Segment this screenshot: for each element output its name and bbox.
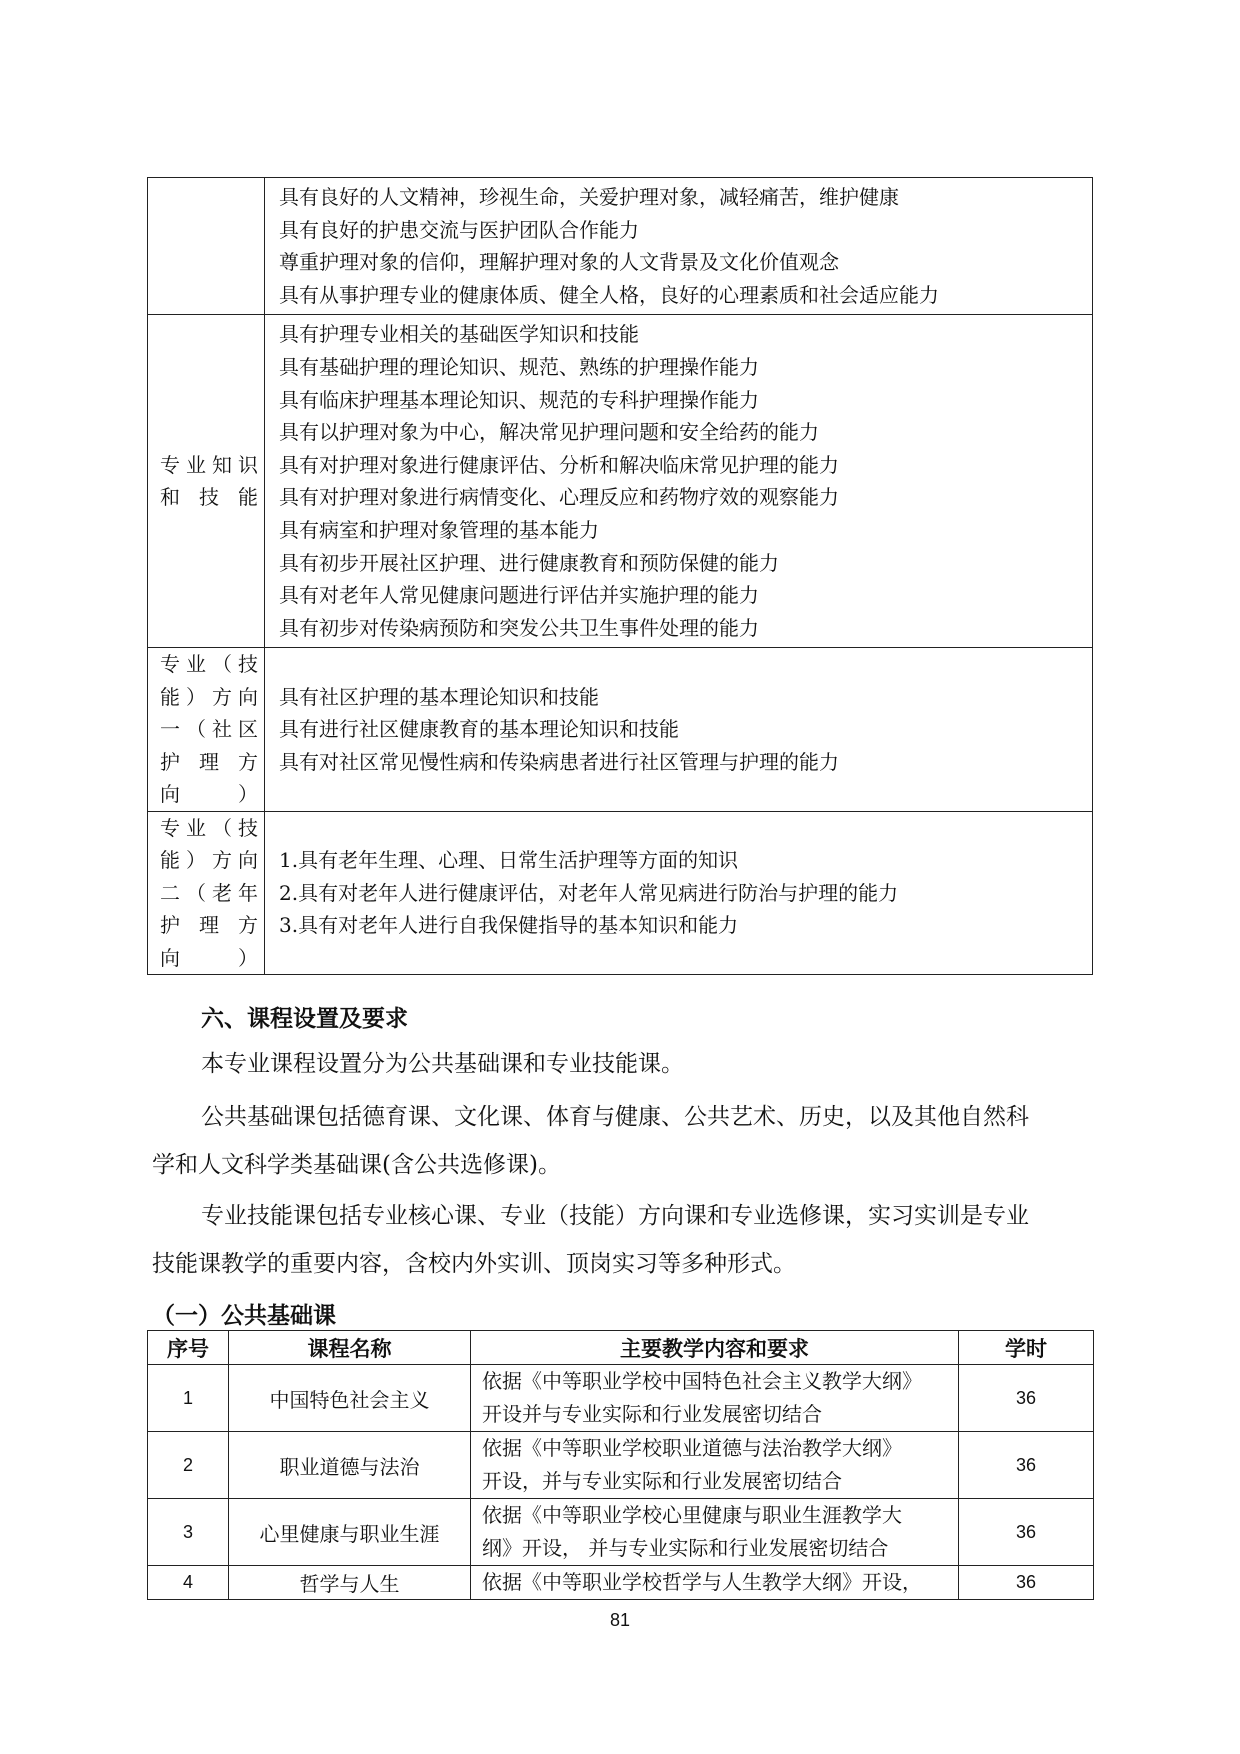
- label-line: 二（老年: [160, 880, 258, 905]
- requirement-line: 依据《中等职业学校中国特色社会主义教学大纲》: [482, 1369, 922, 1393]
- list-item: 具有基础护理的理论知识、规范、熟练的护理操作能力: [279, 354, 759, 379]
- label-line: 专业（技: [160, 815, 258, 840]
- list-item: 具有进行社区健康教育的基本理论知识和技能: [279, 717, 679, 742]
- list-item: 具有良好的护患交流与医护团队合作能力: [279, 217, 639, 242]
- row-label: [148, 648, 265, 812]
- page-number: 81: [609, 1610, 631, 1630]
- subsection-heading: （一）公共基础课: [152, 1303, 336, 1329]
- requirement-line: 开设，并与专业实际和行业发展密切结合: [482, 1469, 842, 1493]
- requirement-line: 纲》开设， 并与专业实际和行业发展密切结合: [482, 1536, 889, 1560]
- course-requirements: [471, 1499, 959, 1566]
- label-line: 专业（技: [160, 652, 258, 677]
- requirement-line: 依据《中等职业学校职业道德与法治教学大纲》: [482, 1436, 902, 1460]
- course-number: 2: [148, 1432, 229, 1499]
- list-item: 具有护理专业相关的基础医学知识和技能: [279, 322, 639, 347]
- column-header: 序号: [148, 1331, 229, 1365]
- list-item: 具有初步对传染病预防和突发公共卫生事件处理的能力: [279, 615, 759, 640]
- label-line: 一（社区: [160, 717, 258, 742]
- section-heading: 六、课程设置及要求: [201, 1006, 408, 1032]
- row-items: [265, 648, 1093, 812]
- requirement-line: 依据《中等职业学校心里健康与职业生涯教学大: [482, 1503, 902, 1527]
- course-hours: 36: [959, 1432, 1094, 1499]
- course-name: 心里健康与职业生涯: [229, 1499, 471, 1566]
- label-line: 和技能: [160, 485, 258, 510]
- label-line: 向）: [160, 782, 258, 807]
- competence-table: [147, 177, 1093, 975]
- course-name: 哲学与人生: [229, 1566, 471, 1600]
- list-item: 尊重护理对象的信仰，理解护理对象的人文背景及文化价值观念: [279, 250, 839, 275]
- course-table: [147, 1330, 1094, 1600]
- list-item: 具有对护理对象进行健康评估、分析和解决临床常见护理的能力: [279, 452, 839, 477]
- course-name: 职业道德与法治: [229, 1432, 471, 1499]
- label-line: 护 理 方: [160, 749, 258, 774]
- list-item: 具有社区护理的基本理论知识和技能: [279, 684, 599, 709]
- list-item: 1.具有老年生理、心理、日常生活护理等方面的知识: [279, 848, 739, 873]
- row-items: [265, 315, 1093, 648]
- table-row: [148, 1432, 1094, 1499]
- list-item: 具有从事护理专业的健康体质、健全人格，良好的心理素质和社会适应能力: [279, 282, 939, 307]
- list-item: 具有良好的人文精神，珍视生命，关爱护理对象，减轻痛苦，维护健康: [279, 185, 899, 209]
- course-number: 4: [148, 1566, 229, 1600]
- list-item: 具有病室和护理对象管理的基本能力: [279, 517, 599, 542]
- course-name: 中国特色社会主义: [229, 1365, 471, 1432]
- table-row: [148, 315, 1093, 648]
- paragraph-line: 公共基础课包括德育课、文化课、体育与健康、公共艺术、历史，以及其他自然科: [201, 1104, 1029, 1130]
- table-header-row: [148, 1331, 1094, 1365]
- list-item: 具有对护理对象进行病情变化、心理反应和药物疗效的观察能力: [279, 485, 839, 510]
- course-hours: 36: [959, 1365, 1094, 1432]
- course-hours: 36: [959, 1566, 1094, 1600]
- paragraph-line: 本专业课程设置分为公共基础课和专业技能课。: [201, 1051, 684, 1077]
- column-header: 学时: [959, 1331, 1094, 1365]
- course-requirements: [471, 1432, 959, 1499]
- course-hours: 36: [959, 1499, 1094, 1566]
- list-item: 具有对老年人常见健康问题进行评估并实施护理的能力: [279, 583, 759, 608]
- list-item: 2.具有对老年人进行健康评估，对老年人常见病进行防治与护理的能力: [279, 880, 899, 905]
- course-number: 1: [148, 1365, 229, 1432]
- row-label: [148, 811, 265, 975]
- course-requirements: [471, 1566, 959, 1600]
- column-header: 主要教学内容和要求: [471, 1331, 959, 1365]
- row-items: [265, 811, 1093, 975]
- table-row: [148, 648, 1093, 812]
- table-row: [148, 178, 1093, 315]
- table-row: [148, 1365, 1094, 1432]
- list-item: 具有初步开展社区护理、进行健康教育和预防保健的能力: [279, 550, 779, 575]
- column-header: 课程名称: [229, 1331, 471, 1365]
- label-line: 能）方向: [160, 684, 258, 709]
- list-item: 3.具有对老年人进行自我保健指导的基本知识和能力: [279, 913, 739, 938]
- paragraph: [152, 1093, 1092, 1189]
- table-row: [148, 1499, 1094, 1566]
- table-row: [148, 1566, 1094, 1600]
- row-label: [148, 178, 265, 315]
- requirement-line: 依据《中等职业学校哲学与人生教学大纲》开设，: [482, 1570, 922, 1594]
- paragraph: [152, 1040, 1092, 1088]
- row-label: [148, 315, 265, 648]
- list-item: 具有临床护理基本理论知识、规范的专科护理操作能力: [279, 387, 759, 412]
- row-items: [265, 178, 1093, 315]
- label-line: 专业知识: [160, 452, 258, 477]
- table-row: [148, 811, 1093, 975]
- list-item: 具有对社区常见慢性病和传染病患者进行社区管理与护理的能力: [279, 749, 839, 774]
- paragraph-line: 专业技能课包括专业核心课、专业（技能）方向课和专业选修课，实习实训是专业: [201, 1203, 1029, 1229]
- paragraph-line: 学和人文科学类基础课(含公共选修课)。: [152, 1152, 561, 1178]
- label-line: 向）: [160, 945, 258, 970]
- paragraph-line: 技能课教学的重要内容，含校内外实训、顶岗实习等多种形式。: [152, 1251, 796, 1277]
- paragraph: [152, 1192, 1092, 1288]
- course-number: 3: [148, 1499, 229, 1566]
- requirement-line: 开设并与专业实际和行业发展密切结合: [482, 1402, 822, 1426]
- label-line: 能）方向: [160, 848, 258, 873]
- list-item: 具有以护理对象为中心，解决常见护理问题和安全给药的能力: [279, 420, 819, 445]
- label-line: 护 理 方: [160, 913, 258, 938]
- course-requirements: [471, 1365, 959, 1432]
